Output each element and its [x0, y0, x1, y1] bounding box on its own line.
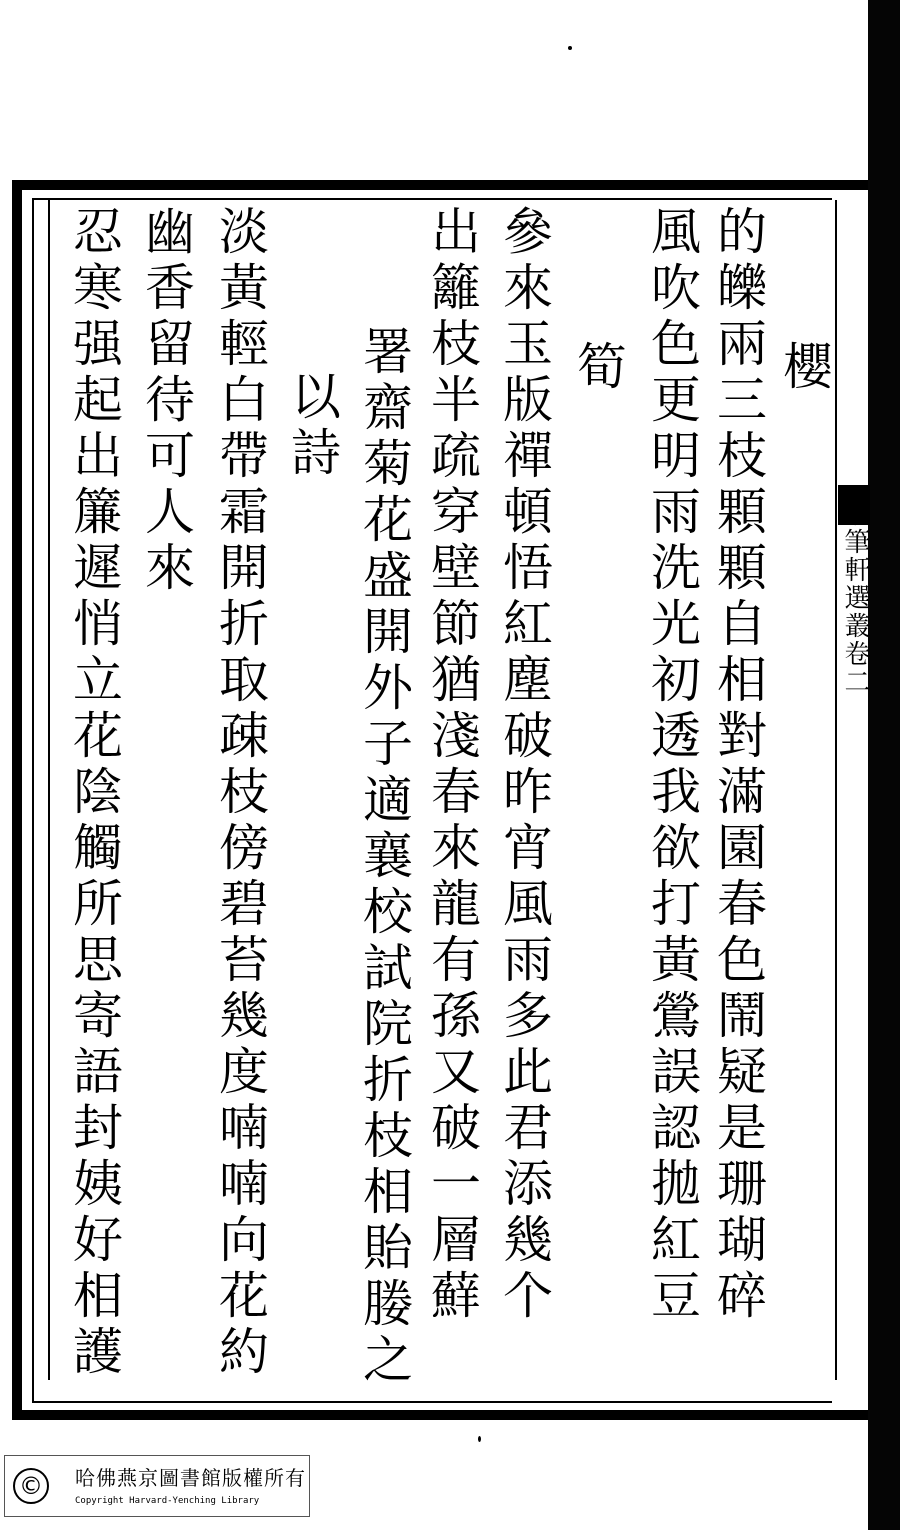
column-rule	[48, 200, 50, 1380]
poem-title-bamboo: 筍	[569, 340, 627, 396]
ink-speck	[568, 46, 572, 50]
text-column: 風吹色更明雨洗光初透我欲打黃鶯誤認拋紅豆	[643, 205, 701, 1325]
copyright-stamp	[4, 1455, 310, 1517]
copyright-icon: ©	[13, 1468, 49, 1504]
ink-speck	[478, 1436, 481, 1442]
text-column: 幽香留待可人來	[137, 205, 195, 597]
text-column: 參來玉版禪頓悟紅塵破昨宵風雨多此君添幾个	[495, 205, 553, 1325]
book-spine	[868, 0, 900, 1530]
poem-preface-tail: 以詩	[283, 370, 341, 482]
text-column: 的皪兩三枝顆顆自相對滿園春色鬧疑是珊瑚碎	[709, 205, 767, 1325]
copyright-text-cn: 哈佛燕京圖書館版權所有	[75, 1466, 306, 1490]
text-column: 忍寒强起出簾遲悄立花陰觸所思寄語封姨好相護	[65, 205, 123, 1381]
poem-title-cherry: 櫻	[775, 340, 833, 396]
text-column: 淡黃輕白帶霜開折取疎枝傍碧苔幾度喃喃向花約	[211, 205, 269, 1381]
text-column: 出籬枝半疏穿壁節猶淺春來龍有孫又破一層蘚	[423, 205, 481, 1325]
poem-preface-column: 署齋菊花盛開外子適襄校試院折枝相貽媵之	[355, 325, 413, 1389]
copyright-text-en: Copyright Harvard-Yenching Library	[75, 1496, 260, 1506]
margin-title: 叢筆軒選叢卷二	[840, 500, 870, 696]
